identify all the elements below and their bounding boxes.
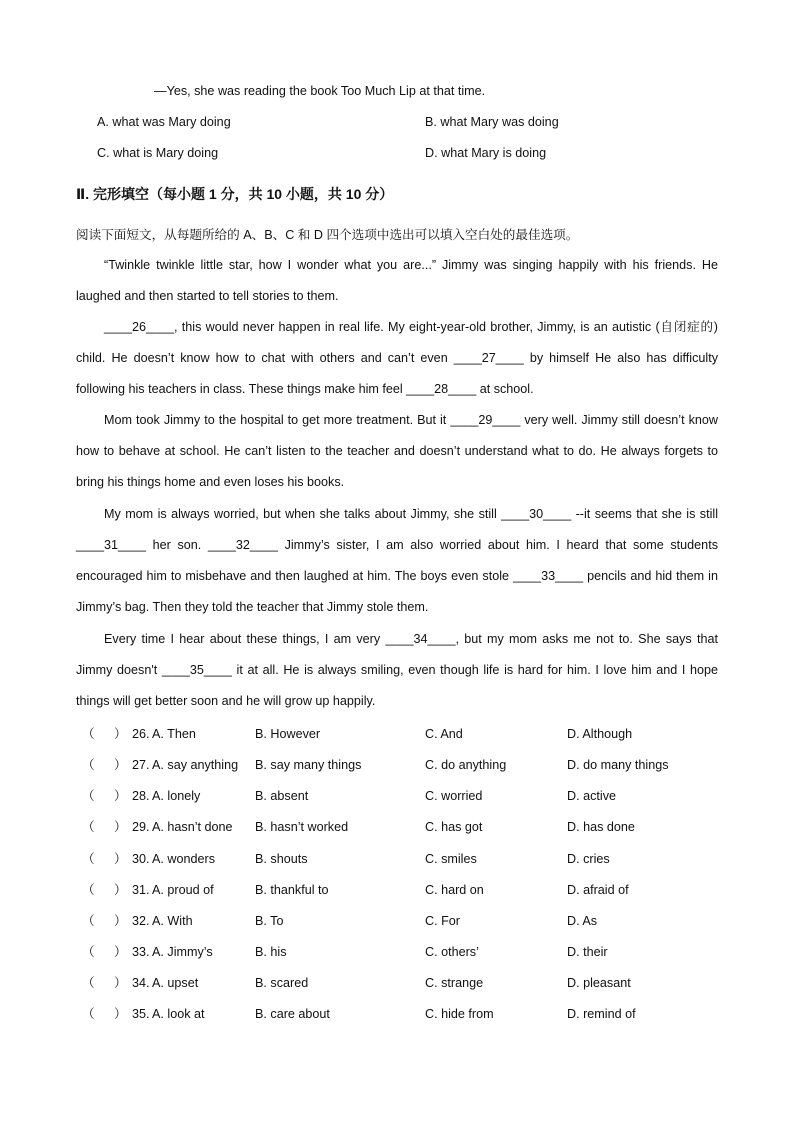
question-number: 34. [132, 976, 150, 991]
question-row [76, 912, 736, 930]
question-row [76, 787, 736, 805]
answer-bracket-close: ） [114, 976, 127, 991]
question-row [76, 756, 736, 774]
option-c[interactable]: C. strange [425, 976, 484, 991]
option-a[interactable]: A. With [152, 913, 193, 928]
passage-paragraph-5: Every time I hear about these things, I am very ____34____, but my mom asks me not to. She says that Jimmy doesn't ____35____ it at all. He is always smiling, even though life is hard for him. I love him and I hope things will get better soon and he will grow up happily. [76, 632, 718, 709]
option-b[interactable]: B. absent [255, 789, 309, 804]
answer-bracket-close: ） [114, 789, 127, 804]
question-row [76, 818, 736, 836]
answer-bracket-close: ） [114, 882, 127, 897]
option-a[interactable]: A. look at [152, 1007, 205, 1022]
answer-bracket-open: （ [82, 1007, 95, 1022]
question-row [76, 974, 736, 992]
option-a[interactable]: A. hasn’t done [152, 820, 233, 835]
question-number: 31. [132, 882, 150, 897]
answer-bracket-open: （ [82, 820, 95, 835]
passage-paragraph-2: ____26____, this would never happen in real life. My eight-year-old brother, Jimmy, is an autistic (自闭症的) child. He doesn’t know how to chat with others and can’t even ____27____ by himself He also has difficulty following his teachers in class. These things make him feel ____28____ at school. [76, 320, 718, 397]
option-b[interactable]: B. To [255, 913, 284, 928]
option-b[interactable]: B. care about [255, 1007, 330, 1022]
option-d[interactable]: D. remind of [567, 1007, 636, 1022]
option-c[interactable]: C. hard on [425, 882, 484, 897]
answer-bracket-close: ） [114, 820, 127, 835]
section-heading: Ⅱ. 完形填空（每小题 1 分，共 10 小题，共 10 分） [76, 186, 394, 202]
answer-bracket-close: ） [114, 945, 127, 960]
option-d[interactable]: D. has done [567, 820, 635, 835]
prev-option-d: D. what Mary is doing [425, 146, 547, 160]
passage-paragraph-1: “Twinkle twinkle little star, how I wonder what you are...” Jimmy was singing happily with his friends. He laughed and then started to tell stories to them. [76, 258, 718, 304]
question-number: 29. [132, 820, 150, 835]
answer-bracket-open: （ [82, 851, 95, 866]
option-d[interactable]: D. do many things [567, 758, 669, 773]
prev-option-c: C. what is Mary doing [97, 146, 219, 160]
answer-bracket-close: ） [114, 1007, 127, 1022]
answer-bracket-close: ） [114, 851, 127, 866]
option-a[interactable]: A. wonders [152, 851, 215, 866]
option-b[interactable]: B. hasn’t worked [255, 820, 349, 835]
option-b[interactable]: B. shouts [255, 851, 308, 866]
option-a[interactable]: A. Then [152, 727, 196, 741]
option-c[interactable]: C. has got [425, 820, 483, 835]
answer-bracket-open: （ [82, 913, 95, 928]
option-d[interactable]: D. As [567, 913, 598, 928]
option-b[interactable]: B. his [255, 945, 287, 960]
option-d[interactable]: D. afraid of [567, 882, 629, 897]
question-number: 28. [132, 789, 150, 804]
passage-paragraph-3: Mom took Jimmy to the hospital to get more treatment. But it ____29____ very well. Jimmy still doesn’t know how to behave at school. He can’t listen to the teacher and doesn’t understand what to do. He always forgets to bring his things home and even loses his books. [76, 413, 718, 490]
option-c[interactable]: C. smiles [425, 851, 477, 866]
question-row [76, 881, 736, 899]
option-d[interactable]: D. active [567, 789, 616, 804]
option-a[interactable]: A. lonely [152, 789, 201, 804]
passage-paragraph-4: My mom is always worried, but when she talks about Jimmy, she still ____30____ --it seems that she is still ____31____ her son. ____32____ Jimmy’s sister, I am also worried about him. I heard that some students encouraged him to misbehave and then laughed at him. The boys even stole ____33____ pencils and hid them in Jimmy’s bag. Then they told the teacher that Jimmy stole them. [76, 507, 718, 615]
option-d[interactable]: D. pleasant [567, 976, 631, 991]
question-row [76, 1005, 736, 1023]
question-row [76, 943, 736, 961]
answer-bracket-open: （ [82, 727, 95, 741]
option-a[interactable]: A. proud of [152, 882, 214, 897]
question-number: 27. [132, 758, 150, 773]
option-c[interactable]: C. And [425, 727, 463, 741]
option-d[interactable]: D. cries [567, 851, 610, 866]
option-c[interactable]: C. For [425, 913, 460, 928]
option-a[interactable]: A. say anything [152, 758, 239, 773]
answer-bracket-open: （ [82, 789, 95, 804]
option-c[interactable]: C. worried [425, 789, 483, 804]
option-b[interactable]: B. say many things [255, 758, 362, 773]
question-number: 26. [132, 727, 150, 741]
answer-bracket-close: ） [114, 913, 127, 928]
question-number: 35. [132, 1007, 150, 1022]
option-b[interactable]: B. However [255, 727, 321, 741]
answer-bracket-open: （ [82, 945, 95, 960]
answer-bracket-close: ） [114, 758, 127, 773]
prev-option-b: B. what Mary was doing [425, 115, 559, 129]
answer-bracket-open: （ [82, 882, 95, 897]
option-a[interactable]: A. Jimmy’s [152, 945, 213, 960]
option-d[interactable]: D. their [567, 945, 608, 960]
prev-option-a: A. what was Mary doing [97, 115, 231, 129]
option-b[interactable]: B. thankful to [255, 882, 329, 897]
option-c[interactable]: C. hide from [425, 1007, 494, 1022]
answer-bracket-open: （ [82, 976, 95, 991]
answer-bracket-open: （ [82, 758, 95, 773]
option-a[interactable]: A. upset [152, 976, 199, 991]
question-row [76, 850, 736, 868]
question-row [76, 725, 736, 743]
answer-bracket-close: ） [114, 727, 127, 741]
instructions: 阅读下面短文，从每题所给的 A、B、C 和 D 四个选项中选出可以填入空白处的最佳选项。 [76, 228, 579, 242]
previous-answer-line: —Yes, she was reading the book Too Much Lip at that time. [154, 84, 486, 98]
question-number: 30. [132, 851, 150, 866]
question-number: 32. [132, 913, 150, 928]
option-b[interactable]: B. scared [255, 976, 309, 991]
option-d[interactable]: D. Although [567, 727, 633, 741]
question-number: 33. [132, 945, 150, 960]
option-c[interactable]: C. others’ [425, 945, 479, 960]
option-c[interactable]: C. do anything [425, 758, 507, 773]
